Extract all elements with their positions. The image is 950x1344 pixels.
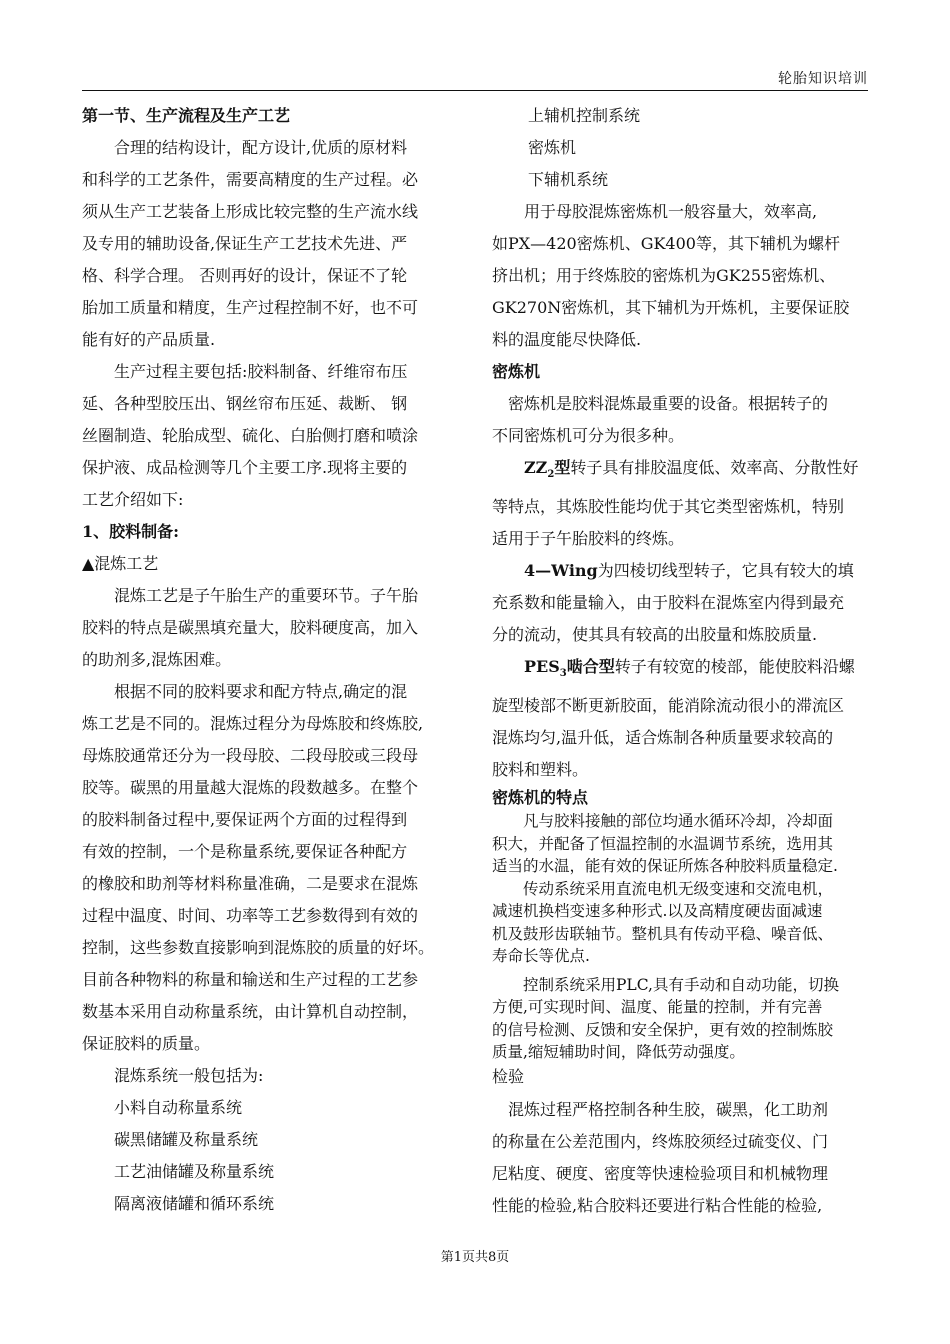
text-line: 的称量在公差范围内，终炼胶须经过硫变仪、门: [492, 1131, 829, 1151]
text-line: 能有好的产品质量.: [82, 330, 216, 349]
text-line: 4—Wing为四棱切线型转子，它具有较大的填: [524, 561, 854, 581]
text-line: 母炼胶通常还分为一段母胶、二段母胶或三段母: [82, 746, 419, 765]
text-line: 和科学的工艺条件，需要高精度的生产过程。必: [82, 170, 419, 189]
paragraph-mixer: [492, 388, 874, 452]
left-column: [82, 100, 462, 1220]
paragraph-inspection: [492, 1094, 874, 1222]
list-item: 下辅机系统: [528, 170, 609, 189]
text-line: 胶等。碳黑的用量越大混炼的段数越多。在整个: [82, 778, 419, 797]
list-item: 碳黑储罐及称量系统: [114, 1130, 259, 1149]
text-line: 旋型棱部不断更新胶面，能消除流动很小的滞流区: [492, 696, 845, 716]
text-line: 方便,可实现时间、温度、能量的控制，并有完善: [492, 998, 823, 1017]
text-line: 的信号检测、反馈和安全保护，更有效的控制炼胶: [492, 1020, 834, 1039]
text-line: 控制，这些参数直接影响到混炼胶的质量的好坏。: [82, 938, 435, 957]
term-zz2: $ZZ_2$型: [524, 458, 571, 481]
text-line: 有效的控制，一个是称量系统,要保证各种配方: [82, 842, 408, 861]
text-line: 适用于子午胎胶料的终炼。: [492, 529, 685, 549]
section-heading-features: 密炼机的特点: [492, 788, 589, 808]
text-line: 保证胶料的质量。: [82, 1034, 211, 1053]
paragraph-4wing-rotor: [492, 555, 874, 651]
paragraph-mixing: [82, 580, 462, 676]
paragraph-mixing-process: [82, 676, 462, 1060]
text-line: 合理的结构设计，配方设计,优质的原材料: [114, 138, 408, 157]
text-line: 的胶料制备过程中,要保证两个方面的过程得到: [82, 810, 408, 829]
text-line: 性能的检验,粘合胶料还要进行粘合性能的检验,: [492, 1195, 823, 1215]
text-line: 丝圈制造、轮胎成型、硫化、白胎侧打磨和喷涂: [82, 426, 419, 445]
text-line: 根据不同的胶料要求和配方特点,确定的混: [114, 682, 408, 701]
paragraph-processes: [82, 356, 462, 516]
text-line: 胎加工质量和精度，生产过程控制不好，也不可: [82, 298, 419, 317]
paragraph-cooling: [492, 810, 874, 878]
text-line: 及专用的辅助设备,保证生产工艺技术先进、严: [82, 234, 408, 253]
text-line: 混炼工艺是子午胎生产的重要环节。子午胎: [114, 586, 419, 605]
text-line: 料的温度能尽快降低.: [492, 330, 642, 349]
text-line: 目前各种物料的称量和输送和生产过程的工艺参: [82, 970, 419, 989]
paragraph-pes3-rotor: [492, 651, 874, 786]
text-line: 密炼机是胶料混炼最重要的设备。根据转子的: [508, 394, 829, 413]
text-line: 传动系统采用直流电机无级变速和交流电机，: [523, 879, 834, 898]
section-heading-inspection: 检验: [492, 1066, 525, 1086]
text-line: 寿命长等优点.: [492, 947, 590, 966]
text-line: 过程中温度、时间、功率等工艺参数得到有效的: [82, 906, 419, 925]
running-header: 轮胎知识培训: [778, 71, 868, 87]
paragraph-zz2-rotor: [492, 452, 874, 555]
subsection-heading: 1、胶料制备:: [82, 522, 180, 541]
text-line: $PES_3$啮合型转子有较宽的棱部，能使胶料沿螺: [524, 657, 855, 680]
list-item: 小料自动称量系统: [114, 1098, 243, 1117]
text-line: 用于母胶混炼密炼机一般容量大，效率高,: [524, 202, 818, 221]
text-line: 保护液、成品检测等几个主要工序.现将主要的: [82, 458, 408, 477]
text-line: 积大，并配备了恒温控制的水温调节系统，选用其: [492, 834, 834, 853]
text-line: 凡与胶料接触的部位均通水循环冷却，冷却面: [523, 812, 834, 831]
list-item: 工艺油储罐及称量系统: [114, 1162, 275, 1181]
text-line: 延、各种型胶压出、钢丝帘布压延、裁断、 钢: [82, 394, 408, 413]
paragraph-intro: [82, 132, 462, 356]
text-line: 须从生产工艺装备上形成比较完整的生产流水线: [82, 202, 419, 221]
list-item: 上辅机控制系统: [528, 106, 641, 125]
text-line: 控制系统采用PLC,具有手动和自动功能，切换: [523, 975, 839, 994]
text-line: 的助剂多,混炼困难。: [82, 650, 232, 669]
list-intro: 混炼系统一般包括为:: [114, 1066, 264, 1085]
text-line: 混炼过程严格控制各种生胶，碳黑，化工助剂: [508, 1099, 829, 1119]
text-line: 挤出机；用于终炼胶的密炼机为GK255密炼机、: [492, 266, 836, 285]
list-mixing-systems: [82, 1060, 462, 1220]
section-heading-mixer: 密炼机: [492, 362, 541, 381]
text-line: 炼工艺是不同的。混炼过程分为母炼胶和终炼胶,: [82, 714, 424, 733]
text-line: 的橡胶和助剂等材料称量准确，二是要求在混炼: [82, 874, 419, 893]
text-line: 适当的水温，能有效的保证所炼各种胶料质量稳定.: [492, 857, 838, 876]
paragraph-mixer-usage: [492, 196, 874, 356]
text-line: 如PX—420密炼机、GK400等，其下辅机为螺杆: [492, 234, 840, 253]
text-line: 格、科学合理。 否则再好的设计，保证不了轮: [82, 266, 408, 285]
text-line: 不同密炼机可分为很多种。: [492, 426, 685, 445]
text-line: 充系数和能量输入，由于胶料在混炼室内得到最充: [492, 593, 845, 613]
text-line: 工艺介绍如下:: [82, 490, 184, 509]
text-line: $ZZ_2$型转子具有排胶温度低、效率高、分散性好: [524, 458, 859, 481]
text-line: 质量,缩短辅助时间，降低劳动强度。: [492, 1043, 745, 1062]
text-line: 尼粘度、硬度、密度等快速检验项目和机械物理: [492, 1163, 829, 1183]
text-line: 数基本采用自动称量系统，由计算机自动控制，: [82, 1002, 419, 1021]
text-line: 生产过程主要包括:胶料制备、纤维帘布压: [114, 362, 408, 381]
text-line: 等特点，其炼胶性能均优于其它类型密炼机，特别: [492, 497, 845, 517]
right-column: [492, 100, 874, 1222]
list-item: 隔离液储罐和循环系统: [114, 1194, 275, 1213]
text-line: GK270N密炼机，其下辅机为开炼机，主要保证胶: [492, 298, 850, 317]
section-heading: 第一节、生产流程及生产工艺: [82, 106, 291, 125]
text-line: 减速机换档变速多种形式.以及高精度硬齿面减速: [492, 902, 823, 921]
text-line: 胶料的特点是碳黑填充量大，胶料硬度高，加入: [82, 618, 419, 637]
text-line: 混炼均匀,温升低，适合炼制各种质量要求较高的: [492, 728, 834, 748]
text-line: 分的流动，使其具有较高的出胶量和炼胶质量.: [492, 625, 818, 645]
term-pes3: $PES_3$啮合型: [524, 657, 615, 680]
paragraph-control: [492, 974, 874, 1064]
paragraph-drive: [492, 878, 874, 968]
text-line: 胶料和塑料。: [492, 760, 589, 780]
header-divider: [82, 90, 868, 91]
subheading-mixing: ▲混炼工艺: [82, 554, 159, 573]
page-number: 第1页共8页: [440, 1250, 510, 1265]
list-item: 密炼机: [528, 138, 577, 157]
term-4wing: 4—Wing: [524, 561, 598, 581]
text-line: 机及鼓形齿联轴节。整机具有传动平稳、噪音低、: [492, 924, 834, 943]
